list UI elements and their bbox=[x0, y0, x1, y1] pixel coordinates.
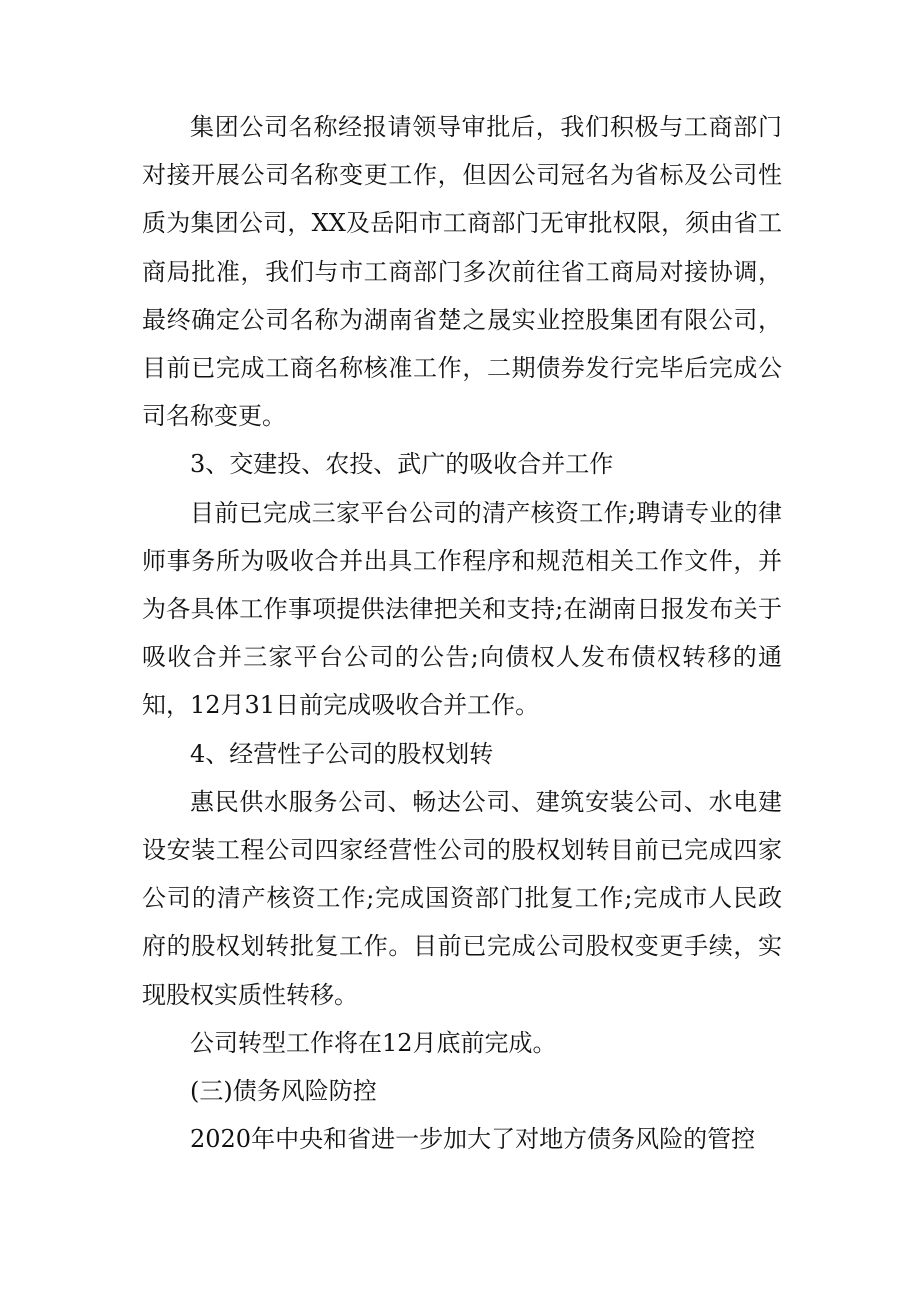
paragraph-company-name-change: 集团公司名称经报请领导审批后，我们积极与工商部门对接开展公司名称变更工作，但因公司冠名为省标及公司性质为集团公司，XX及岳阳市工商部门无审批权限，须由省工商局批准，我们与市工商部门多次前往省工商局对接协调，最终确定公司名称为湖南省楚之晟实业控股集团有限公司，目前已完成工商名称核准工作，二期债券发行完毕后完成公司名称变更。 bbox=[142, 113, 782, 431]
heading-equity-transfer: 4、经营性子公司的股权划转 bbox=[190, 739, 494, 768]
heading-debt-risk-control: (三)债务风险防控 bbox=[190, 1077, 377, 1106]
document-body bbox=[142, 103, 782, 1163]
heading-merger-work: 3、交建投、农投、武广的吸收合并工作 bbox=[190, 450, 614, 479]
paragraph-transition-deadline: 公司转型工作将在12月底前完成。 bbox=[190, 1028, 557, 1057]
paragraph-debt-risk-intro: 2020年中央和省进一步加大了对地方债务风险的管控 bbox=[190, 1125, 756, 1154]
paragraph-equity-transfer-progress: 惠民供水服务公司、畅达公司、建筑安装公司、水电建设安装工程公司四家经营性公司的股权划转目前已完成四家公司的清产核资工作;完成国资部门批复工作;完成市人民政府的股权划转批复工作。目前已完成公司股权变更手续，实现股权实质性转移。 bbox=[142, 787, 782, 1009]
paragraph-merger-progress: 目前已完成三家平台公司的清产核资工作;聘请专业的律师事务所为吸收合并出具工作程序和规范相关工作文件，并为各具体工作事项提供法律把关和支持;在湖南日报发布关于吸收合并三家平台公司的公告;向债权人发布债权转移的通知，12月31日前完成吸收合并工作。 bbox=[142, 498, 782, 720]
